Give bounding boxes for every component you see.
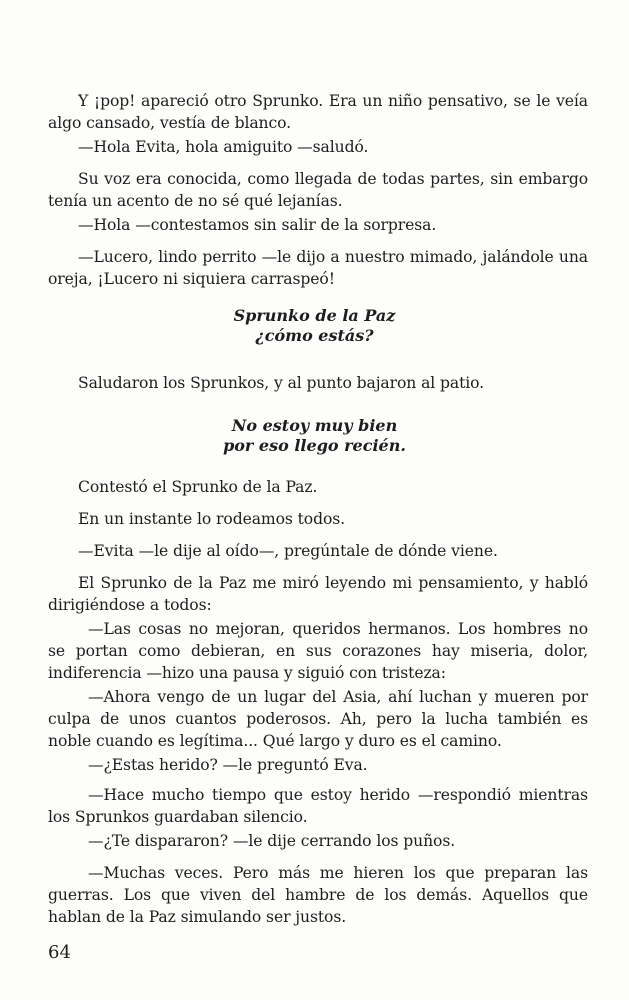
paragraph: Su voz era conocida, como llegada de todas partes, sin embargo tenía un acento de no sé qué lejanías.	[48, 170, 588, 210]
verse-line: No estoy muy bien	[231, 416, 398, 435]
paragraph: —¿Estas herido? —le preguntó Eva.	[88, 756, 368, 774]
paragraph: Saludaron los Sprunkos, y al punto bajaron al patio.	[78, 374, 485, 392]
paragraph: En un instante lo rodeamos todos.	[78, 510, 346, 528]
paragraph: —Hola Evita, hola amiguito —saludó.	[78, 138, 369, 156]
verse-line: Sprunko de la Paz	[233, 306, 396, 325]
paragraph: —¿Te dispararon? —le dije cerrando los puños.	[88, 832, 456, 850]
paragraph: Y ¡pop! apareció otro Sprunko. Era un niño pensativo, se le veía algo cansado, vestía de blanco.	[48, 92, 588, 132]
paragraph: —Ahora vengo de un lugar del Asia, ahí luchan y mueren por culpa de unos cuantos poderosos. Ah, pero la lucha también es noble cuando es legítima... Qué largo y duro es el camino.	[48, 688, 588, 750]
verse-line: por eso llego recién.	[223, 436, 406, 455]
page-number: 64	[48, 942, 71, 963]
paragraph: El Sprunko de la Paz me miró leyendo mi pensamiento, y habló dirigiéndose a todos:	[48, 574, 588, 614]
verse	[0, 306, 629, 346]
verse	[0, 416, 629, 456]
paragraph: —Evita —le dije al oído—, pregúntale de dónde viene.	[78, 542, 498, 560]
verse-line: ¿cómo estás?	[255, 326, 374, 345]
paragraph: Contestó el Sprunko de la Paz.	[78, 478, 318, 496]
paragraph: —Las cosas no mejoran, queridos hermanos. Los hombres no se portan como debieran, en sus corazones hay miseria, dolor, indiferencia —hizo una pausa y siguió con tristeza:	[48, 620, 588, 682]
paragraph: —Lucero, lindo perrito —le dijo a nuestro mimado, jalándole una oreja, ¡Lucero ni siquiera carraspeó!	[48, 248, 588, 288]
paragraph: —Hola —contestamos sin salir de la sorpresa.	[78, 216, 437, 234]
paragraph: —Hace mucho tiempo que estoy herido —respondió mientras los Sprunkos guardaban silencio.	[48, 786, 588, 826]
paragraph: —Muchas veces. Pero más me hieren los que preparan las guerras. Los que viven del hambre de los demás. Aquellos que hablan de la Paz simulando ser justos.	[48, 864, 588, 926]
